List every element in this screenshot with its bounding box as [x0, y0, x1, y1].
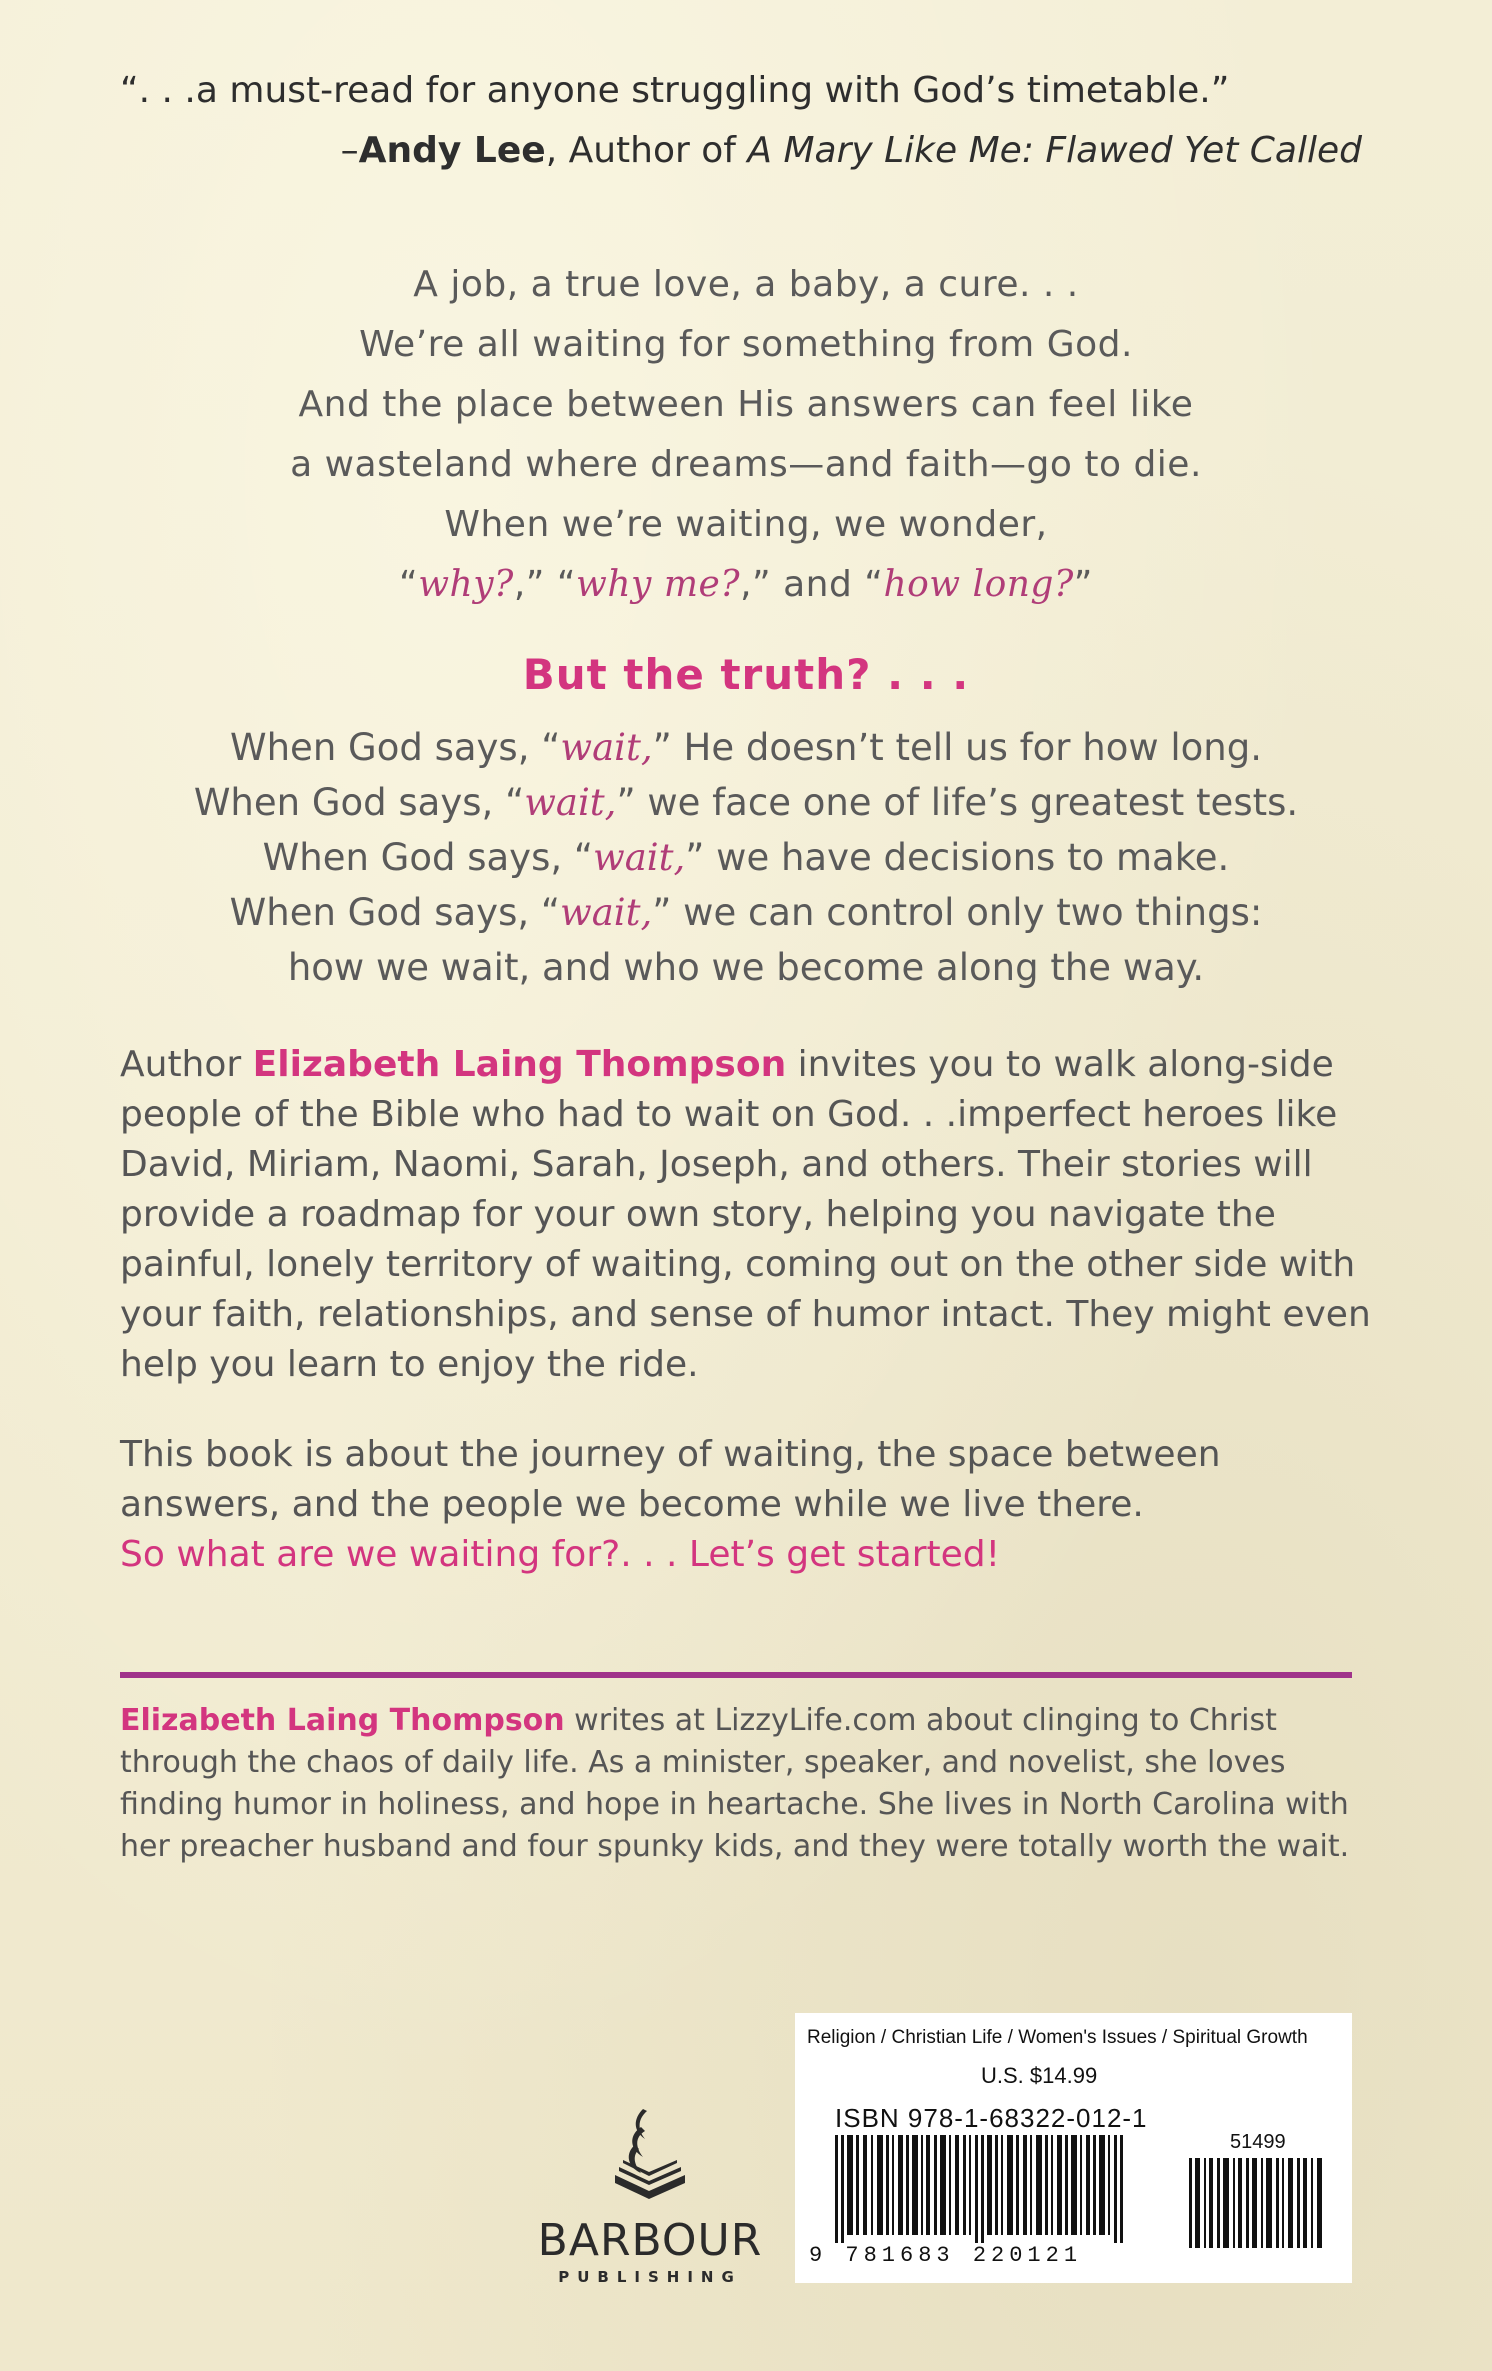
- wait-rest: we can control only two things:: [671, 891, 1263, 934]
- endorsement-attribution: [341, 130, 1362, 171]
- wait-lines-block: [0, 720, 1492, 995]
- barcode-label: [795, 2013, 1352, 2283]
- endorsement-dash: –: [340, 130, 359, 171]
- wait-rest: He doesn’t tell us for how long.: [671, 726, 1262, 769]
- category-text: Religion / Christian Life / Women's Issues / Spiritual Growth: [807, 2027, 1308, 2048]
- intro-line: When we’re waiting, we wonder,: [444, 504, 1048, 545]
- description-closing: So what are we waiting for?. . . Let’s get started!: [120, 1534, 1001, 1575]
- script-wait: wait,: [593, 836, 686, 879]
- section-divider: [120, 1672, 1352, 1678]
- wait-line: how we wait, and who we become along the way.: [287, 946, 1205, 989]
- script-why-me: why me?: [576, 564, 741, 605]
- bio-author-name: Elizabeth Laing Thompson: [120, 1703, 565, 1738]
- description-lead: Author: [120, 1044, 253, 1085]
- script-wait: wait,: [560, 891, 653, 934]
- truth-heading: But the truth? . . .: [522, 650, 970, 699]
- wait-line: When God says, “wait,” we can control only two things:: [229, 891, 1263, 934]
- wait-prefix: When God says,: [193, 781, 506, 824]
- open-book-logo-icon: [605, 2105, 695, 2205]
- barcode-digits: 9 781683 220121: [809, 2243, 1083, 2268]
- wait-rest: we have decisions to make.: [704, 836, 1230, 879]
- description-para2-text: This book is about the journey of waiting, the space between answers, and the people we become while we live there.: [120, 1434, 1221, 1525]
- wait-prefix: When God says,: [262, 836, 574, 879]
- script-why: why?: [418, 564, 514, 605]
- publisher-subtitle: PUBLISHING: [558, 2268, 742, 2286]
- publisher-name: BARBOUR: [537, 2215, 763, 2266]
- script-wait: wait,: [560, 726, 653, 769]
- isbn-barcode: [835, 2135, 1135, 2243]
- wait-prefix: When God says,: [229, 891, 541, 934]
- intro-and: and: [783, 564, 853, 605]
- wait-line: When God says, “wait,” we face one of life’s greatest tests.: [193, 781, 1299, 824]
- script-how-long: how long?: [883, 564, 1074, 605]
- description-paragraph: [120, 1040, 1380, 1390]
- endorser-role: , Author of: [545, 130, 748, 171]
- price-addon-code: 51499: [1230, 2131, 1286, 2153]
- endorser-name: Andy Lee: [358, 130, 546, 171]
- intro-line: And the place between His answers can feel like: [298, 384, 1194, 425]
- wait-line: When God says, “wait,” He doesn’t tell us for how long.: [230, 726, 1262, 769]
- addon-barcode: [1189, 2158, 1329, 2248]
- description-author-name: Elizabeth Laing Thompson: [252, 1044, 787, 1085]
- script-wait: wait,: [524, 781, 617, 824]
- wait-prefix: When God says,: [230, 726, 542, 769]
- endorser-book-title: A Mary Like Me: Flawed Yet Called: [747, 130, 1362, 171]
- publisher-logo: [530, 2105, 770, 2286]
- author-bio: [120, 1700, 1360, 1868]
- wait-rest: we face one of life’s greatest tests.: [635, 781, 1299, 824]
- intro-line: a wasteland where dreams—and faith—go to die.: [290, 444, 1202, 485]
- endorsement-quote: “. . .a must-read for anyone struggling with God’s timetable.”: [120, 70, 1230, 111]
- intro-line: We’re all waiting for something from God.: [359, 324, 1133, 365]
- intro-questions-line: “why?,” “why me?,” and “how long?”: [399, 564, 1093, 605]
- description-paragraph-2: [120, 1430, 1380, 1580]
- bio-text: writes at LizzyLife.com about clinging to Christ through the chaos of daily life. As a minister, speaker, and novelist, she loves finding humor in holiness, and hope in heartache. She lives in North Carolina with her preacher husband and four spunky kids, and they were totally worth the wait.: [120, 1703, 1350, 1864]
- isbn-text: ISBN 978-1-68322-012-1: [835, 2103, 1148, 2133]
- price-text: U.S. $14.99: [981, 2063, 1098, 2088]
- description-body: invites you to walk along-side people of the Bible who had to wait on God. . .imperfect heroes like David, Miriam, Naomi, Sarah, Joseph, and others. Their stories will provide a roadmap for your own story, helping you navigate the painful, lonely territory of waiting, coming out on the other side with your faith, relationships, and sense of humor intact. They might even help you learn to enjoy the ride.: [120, 1044, 1371, 1385]
- intro-block: [0, 255, 1492, 615]
- wait-line: When God says, “wait,” we have decisions to make.: [262, 836, 1230, 879]
- intro-line: A job, a true love, a baby, a cure. . .: [413, 264, 1079, 305]
